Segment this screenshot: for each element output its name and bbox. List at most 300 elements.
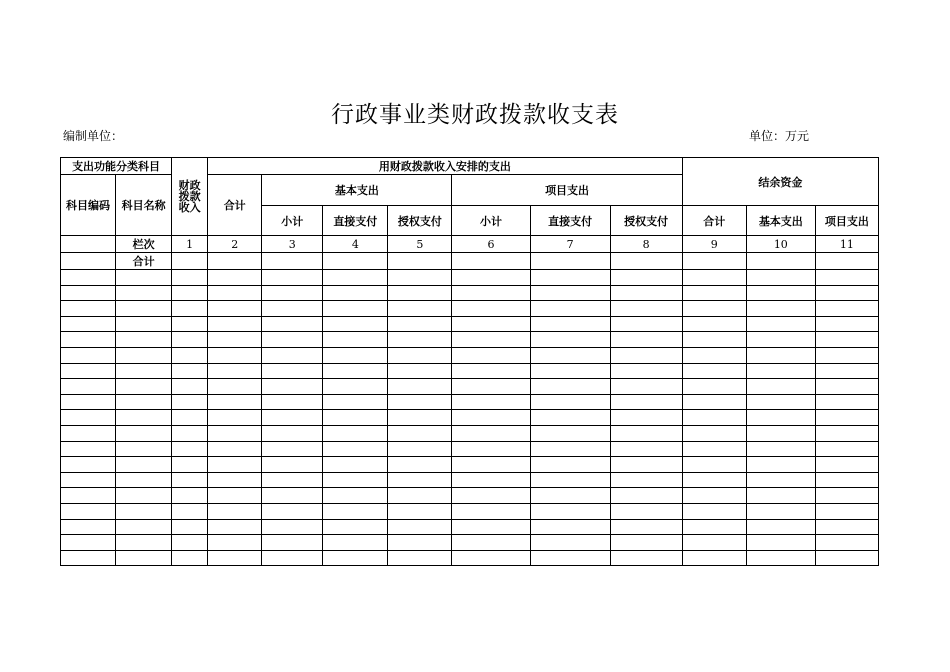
table-cell xyxy=(208,253,262,270)
table-cell xyxy=(610,488,682,504)
table-cell xyxy=(323,347,388,363)
table-cell xyxy=(530,503,610,519)
header-name: 科目名称 xyxy=(116,175,172,236)
table-cell xyxy=(116,410,172,426)
table-cell xyxy=(388,519,452,535)
table-cell xyxy=(815,503,878,519)
table-cell xyxy=(746,519,815,535)
table-cell xyxy=(388,270,452,286)
table-cell xyxy=(116,550,172,566)
table-cell xyxy=(208,472,262,488)
index-blank xyxy=(61,236,116,253)
table-cell xyxy=(172,535,208,551)
index-cell: 6 xyxy=(452,236,530,253)
table-cell xyxy=(530,285,610,301)
header-auth-project: 授权支付 xyxy=(610,206,682,236)
table-cell xyxy=(530,379,610,395)
table-cell xyxy=(530,535,610,551)
table-cell xyxy=(682,472,746,488)
table-cell xyxy=(61,441,116,457)
table-row xyxy=(61,472,879,488)
table-cell xyxy=(323,379,388,395)
table-cell xyxy=(815,550,878,566)
table-cell xyxy=(172,410,208,426)
table-cell xyxy=(388,472,452,488)
table-row xyxy=(61,394,879,410)
table-row xyxy=(61,535,879,551)
table-cell xyxy=(172,394,208,410)
table-cell xyxy=(610,253,682,270)
table-row xyxy=(61,519,879,535)
table-cell xyxy=(172,316,208,332)
table-cell xyxy=(746,535,815,551)
table-cell xyxy=(682,457,746,473)
table-cell xyxy=(746,503,815,519)
table-cell xyxy=(682,363,746,379)
table-row xyxy=(61,550,879,566)
table-cell xyxy=(610,410,682,426)
table-cell xyxy=(746,410,815,426)
table-cell xyxy=(172,472,208,488)
header-surplus-total: 合计 xyxy=(682,206,746,236)
table-cell xyxy=(208,535,262,551)
table-cell xyxy=(610,425,682,441)
header-auth-basic: 授权支付 xyxy=(388,206,452,236)
table-cell xyxy=(388,301,452,317)
table-cell xyxy=(610,347,682,363)
table-cell xyxy=(208,550,262,566)
table-cell xyxy=(172,550,208,566)
table-cell xyxy=(262,332,323,348)
table-cell xyxy=(530,425,610,441)
header-func-category: 支出功能分类科目 xyxy=(61,158,172,175)
table-cell xyxy=(452,550,530,566)
table-cell xyxy=(452,332,530,348)
table-cell xyxy=(530,253,610,270)
index-label: 栏次 xyxy=(116,236,172,253)
table-cell xyxy=(530,488,610,504)
table-cell xyxy=(530,519,610,535)
table-cell xyxy=(530,550,610,566)
table-cell xyxy=(172,253,208,270)
table-row xyxy=(61,441,879,457)
table-cell xyxy=(116,379,172,395)
table-cell xyxy=(116,472,172,488)
table-cell xyxy=(116,347,172,363)
table-cell xyxy=(208,457,262,473)
table-cell xyxy=(682,519,746,535)
table-cell xyxy=(208,503,262,519)
table-cell xyxy=(208,316,262,332)
table-cell xyxy=(815,379,878,395)
table-cell xyxy=(172,488,208,504)
table-cell xyxy=(116,301,172,317)
table-cell xyxy=(262,301,323,317)
sum-row xyxy=(61,253,879,270)
table-cell xyxy=(746,472,815,488)
table-cell xyxy=(452,347,530,363)
table-cell xyxy=(610,363,682,379)
table-cell xyxy=(208,347,262,363)
table-cell xyxy=(388,488,452,504)
table-cell xyxy=(116,457,172,473)
table-cell xyxy=(172,363,208,379)
table-cell xyxy=(610,379,682,395)
table-cell xyxy=(61,347,116,363)
table-cell xyxy=(323,394,388,410)
table-cell xyxy=(262,270,323,286)
table-cell xyxy=(610,394,682,410)
table-cell xyxy=(682,253,746,270)
index-cell: 1 xyxy=(172,236,208,253)
table-cell xyxy=(388,410,452,426)
table-cell xyxy=(682,394,746,410)
table-cell xyxy=(530,394,610,410)
index-cell: 9 xyxy=(682,236,746,253)
table-cell xyxy=(262,535,323,551)
table-cell xyxy=(682,347,746,363)
table-cell xyxy=(172,503,208,519)
table-row xyxy=(61,347,879,363)
table-cell xyxy=(682,550,746,566)
table-cell xyxy=(452,394,530,410)
table-cell xyxy=(172,347,208,363)
table-cell xyxy=(530,472,610,488)
header-basic: 基本支出 xyxy=(262,175,452,206)
table-cell xyxy=(682,535,746,551)
table-cell xyxy=(61,488,116,504)
table-cell xyxy=(61,410,116,426)
table-cell xyxy=(815,285,878,301)
table-cell xyxy=(323,550,388,566)
index-cell: 5 xyxy=(388,236,452,253)
table-cell xyxy=(208,270,262,286)
index-cell: 2 xyxy=(208,236,262,253)
index-row xyxy=(61,236,879,253)
index-cell: 7 xyxy=(530,236,610,253)
table-cell xyxy=(610,285,682,301)
table-cell xyxy=(610,270,682,286)
table-cell xyxy=(323,425,388,441)
table-cell xyxy=(452,301,530,317)
table-cell xyxy=(262,379,323,395)
table-cell xyxy=(530,363,610,379)
table-cell xyxy=(682,503,746,519)
table-cell xyxy=(208,410,262,426)
index-cell: 11 xyxy=(815,236,878,253)
table-cell xyxy=(61,316,116,332)
table-cell xyxy=(452,270,530,286)
header-surplus: 结余资金 xyxy=(682,158,878,206)
header-code: 科目编码 xyxy=(61,175,116,236)
table-cell xyxy=(452,285,530,301)
table-cell xyxy=(610,301,682,317)
table-cell xyxy=(323,457,388,473)
table-cell xyxy=(452,410,530,426)
table-cell xyxy=(262,550,323,566)
table-cell xyxy=(388,363,452,379)
table-cell xyxy=(682,441,746,457)
table-cell xyxy=(61,301,116,317)
table-cell xyxy=(530,410,610,426)
table-row xyxy=(61,379,879,395)
table-cell xyxy=(815,394,878,410)
table-cell xyxy=(388,253,452,270)
table-cell xyxy=(682,316,746,332)
table-cell xyxy=(208,379,262,395)
table-cell xyxy=(208,394,262,410)
table-cell xyxy=(530,316,610,332)
index-cell: 8 xyxy=(610,236,682,253)
table-cell xyxy=(682,285,746,301)
table-row xyxy=(61,425,879,441)
index-cell: 4 xyxy=(323,236,388,253)
table-cell xyxy=(323,519,388,535)
table-cell xyxy=(530,270,610,286)
table-row xyxy=(61,363,879,379)
table-cell xyxy=(682,301,746,317)
table-cell xyxy=(172,425,208,441)
header-total: 合计 xyxy=(208,175,262,236)
table-cell xyxy=(682,425,746,441)
table-cell xyxy=(172,441,208,457)
table-cell xyxy=(61,550,116,566)
table-cell xyxy=(116,441,172,457)
table-cell xyxy=(388,347,452,363)
table-cell xyxy=(262,410,323,426)
table-cell xyxy=(61,519,116,535)
table-cell xyxy=(262,347,323,363)
table-cell xyxy=(746,441,815,457)
table-row xyxy=(61,488,879,504)
table-cell xyxy=(172,301,208,317)
table-row xyxy=(61,285,879,301)
table-cell xyxy=(815,519,878,535)
table-cell xyxy=(262,472,323,488)
table-cell xyxy=(323,301,388,317)
table-cell xyxy=(262,441,323,457)
table-cell xyxy=(746,488,815,504)
table-cell xyxy=(746,347,815,363)
table-row xyxy=(61,301,879,317)
table-cell xyxy=(610,503,682,519)
table-cell xyxy=(116,535,172,551)
table-cell xyxy=(815,441,878,457)
table-cell xyxy=(323,410,388,426)
table-cell xyxy=(116,285,172,301)
index-cell: 10 xyxy=(746,236,815,253)
table-cell xyxy=(452,441,530,457)
table-cell xyxy=(452,457,530,473)
table-cell xyxy=(116,425,172,441)
header-subtotal-project: 小计 xyxy=(452,206,530,236)
table-cell xyxy=(610,550,682,566)
table-cell xyxy=(262,425,323,441)
table-cell xyxy=(530,332,610,348)
table-row xyxy=(61,270,879,286)
table-cell xyxy=(262,519,323,535)
table-cell xyxy=(323,472,388,488)
table-cell xyxy=(388,394,452,410)
table-cell xyxy=(530,347,610,363)
table-cell xyxy=(746,285,815,301)
table-cell xyxy=(610,441,682,457)
table-cell xyxy=(208,363,262,379)
table-cell xyxy=(746,253,815,270)
table-cell xyxy=(323,332,388,348)
sum-blank xyxy=(61,253,116,270)
table-cell xyxy=(815,472,878,488)
table-cell xyxy=(388,332,452,348)
table-cell xyxy=(610,519,682,535)
table-cell xyxy=(172,285,208,301)
table-cell xyxy=(61,425,116,441)
table-cell xyxy=(746,425,815,441)
table-cell xyxy=(61,332,116,348)
table-cell xyxy=(452,363,530,379)
sum-label: 合计 xyxy=(116,253,172,270)
table-cell xyxy=(746,332,815,348)
table-cell xyxy=(815,347,878,363)
table-cell xyxy=(746,301,815,317)
table-cell xyxy=(172,270,208,286)
table-cell xyxy=(388,425,452,441)
table-cell xyxy=(610,472,682,488)
table-cell xyxy=(746,316,815,332)
table-cell xyxy=(682,488,746,504)
table-cell xyxy=(61,457,116,473)
table-cell xyxy=(61,394,116,410)
table-cell xyxy=(452,488,530,504)
table-cell xyxy=(262,316,323,332)
table-cell xyxy=(388,535,452,551)
table-cell xyxy=(815,301,878,317)
table-cell xyxy=(682,332,746,348)
header-direct-project: 直接支付 xyxy=(530,206,610,236)
table-cell xyxy=(815,488,878,504)
table-cell xyxy=(815,316,878,332)
table-row xyxy=(61,316,879,332)
header-project: 项目支出 xyxy=(452,175,682,206)
table-cell xyxy=(116,488,172,504)
table-cell xyxy=(323,441,388,457)
header-subtotal-basic: 小计 xyxy=(262,206,323,236)
table-cell xyxy=(815,535,878,551)
table-cell xyxy=(388,316,452,332)
table-cell xyxy=(388,457,452,473)
table-cell xyxy=(815,332,878,348)
table-cell xyxy=(61,503,116,519)
table-cell xyxy=(323,270,388,286)
table-cell xyxy=(116,503,172,519)
header-surplus-basic: 基本支出 xyxy=(746,206,815,236)
table-row xyxy=(61,503,879,519)
table-cell xyxy=(208,519,262,535)
table-cell xyxy=(815,270,878,286)
table-cell xyxy=(116,332,172,348)
table-cell xyxy=(262,394,323,410)
table-cell xyxy=(746,550,815,566)
table-cell xyxy=(452,503,530,519)
page-title: 行政事业类财政拨款收支表 xyxy=(331,102,619,128)
table-cell xyxy=(452,379,530,395)
table-cell xyxy=(323,285,388,301)
table-cell xyxy=(452,425,530,441)
table-cell xyxy=(452,519,530,535)
table-cell xyxy=(746,457,815,473)
table-cell xyxy=(452,253,530,270)
budget-table xyxy=(60,157,879,566)
table-cell xyxy=(61,363,116,379)
table-cell xyxy=(262,363,323,379)
table-cell xyxy=(116,519,172,535)
table-cell xyxy=(682,410,746,426)
table-cell xyxy=(388,503,452,519)
table-cell xyxy=(388,550,452,566)
table-cell xyxy=(815,410,878,426)
table-cell xyxy=(208,301,262,317)
table-cell xyxy=(388,379,452,395)
table-cell xyxy=(208,441,262,457)
table-cell xyxy=(262,253,323,270)
table-cell xyxy=(323,253,388,270)
table-cell xyxy=(746,270,815,286)
table-cell xyxy=(452,472,530,488)
table-cell xyxy=(208,332,262,348)
table-cell xyxy=(116,270,172,286)
table-row xyxy=(61,457,879,473)
table-cell xyxy=(682,379,746,395)
table-cell xyxy=(323,503,388,519)
table-cell xyxy=(610,535,682,551)
table-cell xyxy=(815,457,878,473)
table-cell xyxy=(815,425,878,441)
table-cell xyxy=(61,472,116,488)
table-cell xyxy=(388,441,452,457)
index-cell: 3 xyxy=(262,236,323,253)
table-row xyxy=(61,332,879,348)
unit-label: 单位：万元 xyxy=(749,129,810,143)
table-cell xyxy=(61,535,116,551)
table-cell xyxy=(208,285,262,301)
table-cell xyxy=(116,363,172,379)
table-cell xyxy=(682,270,746,286)
table-cell xyxy=(610,457,682,473)
table-cell xyxy=(172,379,208,395)
table-cell xyxy=(452,316,530,332)
table-cell xyxy=(262,488,323,504)
table-cell xyxy=(452,535,530,551)
table-cell xyxy=(262,457,323,473)
table-cell xyxy=(323,535,388,551)
table-cell xyxy=(388,285,452,301)
table-cell xyxy=(172,457,208,473)
table-cell xyxy=(208,425,262,441)
table-cell xyxy=(61,270,116,286)
table-cell xyxy=(262,285,323,301)
table-cell xyxy=(610,316,682,332)
table-row xyxy=(61,410,879,426)
header-fin-spending: 用财政拨款收入安排的支出 xyxy=(208,158,683,175)
header-direct-basic: 直接支付 xyxy=(323,206,388,236)
table-cell xyxy=(815,253,878,270)
table-cell xyxy=(116,316,172,332)
table-cell xyxy=(746,379,815,395)
table-cell xyxy=(61,379,116,395)
table-cell xyxy=(323,316,388,332)
table-cell xyxy=(172,519,208,535)
org-label: 编制单位： xyxy=(63,129,124,143)
